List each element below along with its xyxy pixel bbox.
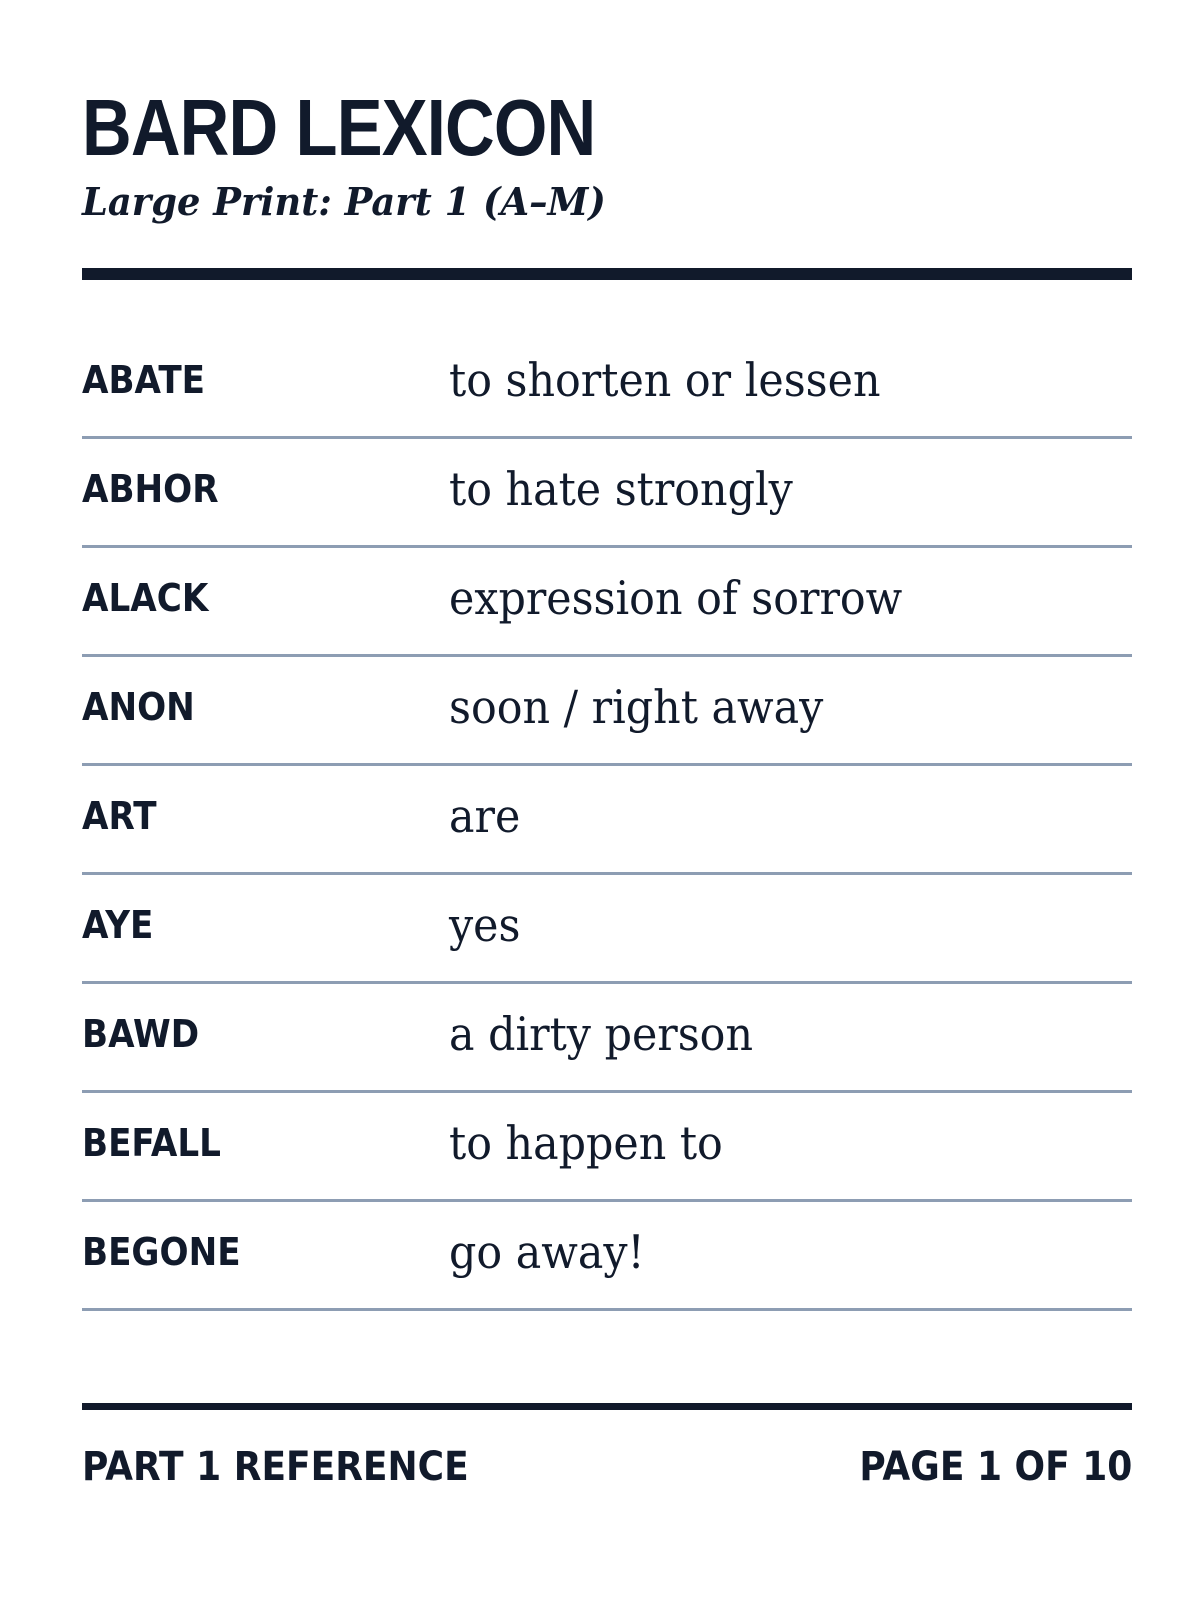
entry-definition: to shorten or lessen [449,353,881,407]
header-divider [82,268,1132,280]
entry-definition: a dirty person [449,1007,753,1061]
entry-definition: yes [449,898,521,952]
entry-term: ANON [82,685,195,729]
entry-term: BAWD [82,1012,200,1056]
entry-term: ABHOR [82,467,219,511]
entry-definition: soon / right away [449,680,824,734]
lexicon-entry [82,984,1132,1093]
entry-term: BEFALL [82,1121,221,1165]
entry-term: ABATE [82,358,206,402]
page-title: BARD LEXICON [82,83,596,172]
lexicon-entry [82,875,1132,984]
entry-definition: expression of sorrow [449,571,903,625]
lexicon-entry [82,1202,1132,1311]
page-subtitle: Large Print: Part 1 (A–M) [82,179,606,224]
entry-definition: to hate strongly [449,462,793,516]
entry-term: ALACK [82,576,209,620]
entry-term: AYE [82,903,154,947]
lexicon-page [82,0,1132,1600]
page-number: PAGE 1 OF 10 [858,1444,1132,1490]
entry-term: BEGONE [82,1230,241,1274]
footer-section-label: PART 1 REFERENCE [82,1444,469,1490]
lexicon-entry [82,548,1132,657]
lexicon-entry [82,1093,1132,1202]
entry-definition: to happen to [449,1116,723,1170]
lexicon-entry [82,330,1132,439]
lexicon-entry [82,439,1132,548]
entry-definition: go away! [449,1225,645,1279]
lexicon-entry [82,766,1132,875]
lexicon-entry-list [82,330,1132,1311]
lexicon-entry [82,657,1132,766]
entry-definition: are [449,789,521,843]
entry-term: ART [82,794,157,838]
footer-divider [82,1403,1132,1410]
